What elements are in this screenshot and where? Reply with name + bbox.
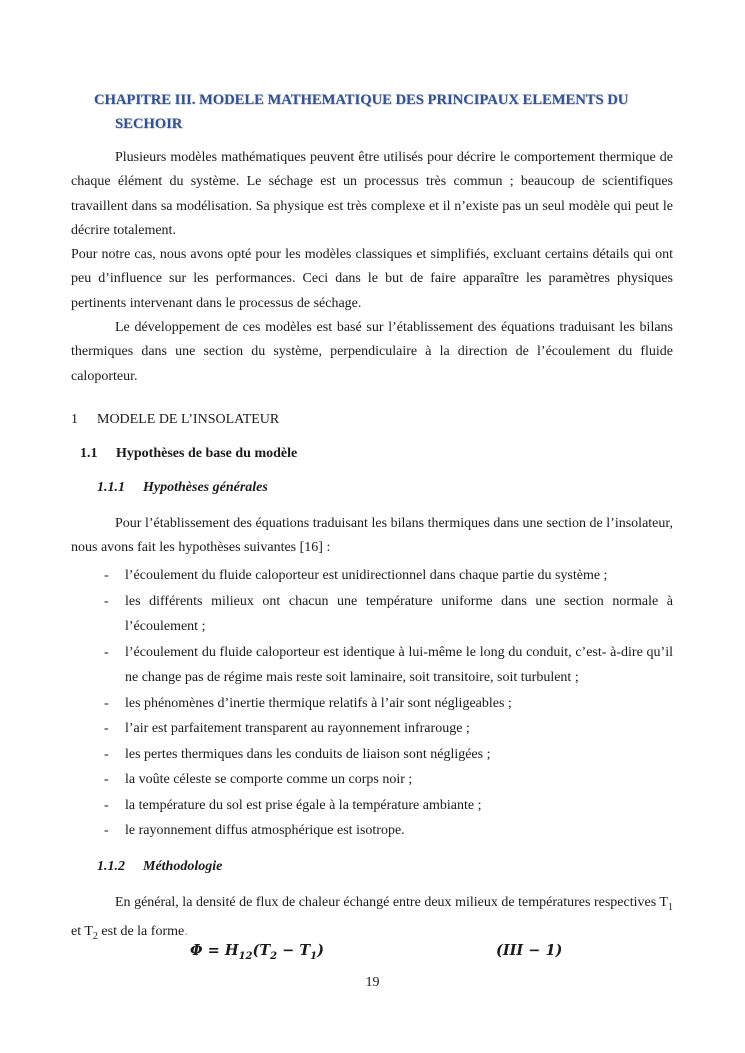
bullet-dash: - bbox=[104, 695, 109, 711]
section-title: Hypothèses générales bbox=[143, 480, 268, 495]
section-number: 1.1.1 bbox=[97, 480, 125, 495]
bullet-dash: - bbox=[104, 797, 109, 813]
intro-paragraph-1: Plusieurs modèles mathématiques peuvent être utilisés pour décrire le comportement thermique de chaque élément du système. Le séchage est un processus très commun ; beaucoup de scientifiques travaillent dans sa modélisation. Sa physique est très complexe et il n’existe pas un seul modèle qui peut le décrire totalement. bbox=[71, 150, 673, 238]
list-item: - le rayonnement diffus atmosphérique est isotrope. bbox=[71, 818, 673, 844]
section-number: 1.1 bbox=[80, 446, 98, 461]
bullet-dash: - bbox=[104, 593, 109, 609]
intro-text bbox=[71, 146, 673, 389]
section-heading-1 bbox=[71, 412, 279, 428]
bullet-dash: - bbox=[104, 823, 109, 838]
section-number: 1.1.2 bbox=[97, 859, 125, 874]
bullet-dash: - bbox=[104, 568, 109, 583]
list-item: - les différents milieux ont chacun une température uniforme dans une section normale à l’écoulement ; bbox=[71, 589, 673, 640]
equation: $\Phi = H_{12}(T_2 - T_1)$ bbox=[190, 942, 325, 962]
section-title: MODELE DE L’INSOLATEUR bbox=[97, 412, 280, 427]
intro-paragraph-3: Le développement de ces modèles est basé sur l’établissement des équations traduisant les bilans thermiques dans une section du système, perpendiculaire à la direction de l’écoulement du fluide caloporteur. bbox=[71, 320, 673, 384]
list-item: - l’écoulement du fluide caloporteur est identique à lui-même le long du conduit, c’est- à-dire qu’il ne change pas de régime mais reste soit laminaire, soit transitoire, soit turbulent ; bbox=[71, 640, 673, 691]
chapter-title-line2: SECHOIR bbox=[115, 116, 183, 132]
intro-paragraph-2: Pour notre cas, nous avons opté pour les modèles classiques et simplifiés, excluant certains détails qui ont peu d’influence sur les performances. Ceci dans le but de faire apparaître les paramètres physiques pertinents intervenant dans le processus de séchage. bbox=[71, 247, 673, 311]
methodology-paragraph: En général, la densité de flux de chaleur échangé entre deux milieux de températures respectives $T_1$ et $T_2$ est de la forme. bbox=[71, 895, 673, 942]
section-heading-1-1-1 bbox=[97, 480, 268, 496]
bullet-dash: - bbox=[104, 644, 109, 660]
list-item: - la température du sol est prise égale à la température ambiante ; bbox=[71, 793, 673, 819]
hypotheses-list bbox=[71, 563, 673, 844]
hypotheses-intro: Pour l’établissement des équations traduisant les bilans thermiques dans une section de l’insolateur, nous avons fait les hypothèses suivantes [16] : bbox=[71, 516, 673, 556]
bullet-dash: - bbox=[104, 746, 109, 762]
section-heading-1-1 bbox=[80, 446, 297, 462]
equation-label: (III − 1) bbox=[496, 942, 563, 959]
list-item: - les pertes thermiques dans les conduits de liaison sont négligées ; bbox=[71, 742, 673, 768]
list-item: - les phénomènes d’inertie thermique relatifs à l’air sont négligeables ; bbox=[71, 691, 673, 717]
section-heading-1-1-2 bbox=[97, 859, 222, 875]
page-number: 19 bbox=[365, 975, 380, 990]
chapter-title-line1: CHAPITRE III. MODELE MATHEMATIQUE DES PRINCIPAUX ELEMENTS DU bbox=[94, 92, 629, 108]
list-item: - l’air est parfaitement transparent au rayonnement infrarouge ; bbox=[71, 716, 673, 742]
section-title: Hypothèses de base du modèle bbox=[116, 446, 298, 461]
section-title: Méthodologie bbox=[143, 859, 223, 874]
bullet-dash: - bbox=[104, 721, 109, 736]
list-item: - la voûte céleste se comporte comme un corps noir ; bbox=[71, 767, 673, 793]
list-item: - l’écoulement du fluide caloporteur est unidirectionnel dans chaque partie du système ; bbox=[71, 563, 673, 589]
section-number: 1 bbox=[71, 412, 78, 427]
bullet-dash: - bbox=[104, 772, 109, 787]
chapter-title bbox=[94, 88, 674, 136]
